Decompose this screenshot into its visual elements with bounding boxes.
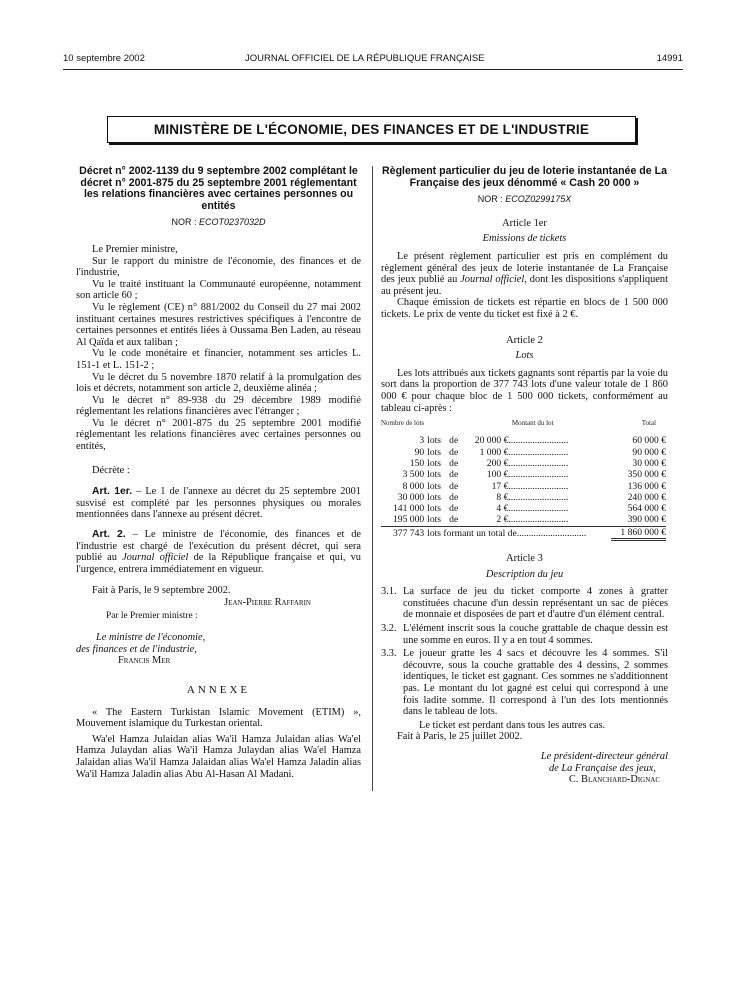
item-text: La surface de jeu du ticket comporte 4 zones à gratter constituées chacune d'un dessin représentant un sac de pièces de monnaie et disposées de part et d'autre d'un élément central.: [403, 586, 668, 621]
annexe-entry-2: Wa'el Hamza Julaidan alias Wa'il Hamza Julaidan alias Wa'el Hamza Julaydan alias Wa'il Hamza Julaydan alias Wa'el Hamza Jalaidan alias Wa'il Hamza Jalaidan alias Wa'el Hamza Jaladin alias Wa'il Hamza Jaladin alias Abu Al-Hasan Al Madani.: [76, 733, 361, 780]
de-word: de: [449, 435, 459, 447]
annexe-heading: ANNEXE: [186, 683, 251, 696]
signature-line-1: Le président-directeur général: [540, 750, 668, 762]
lot-count: 150: [409, 457, 425, 469]
lot-amount: 17: [491, 480, 502, 492]
lot-count: 30 000: [397, 491, 425, 503]
decree-title: Décret n° 2002-1139 du 9 septembre 2002 complétant le décret n° 2001-875 du 25 septembre 2001 réglementant les relations financières avec certaines personnes ou entités: [79, 165, 358, 212]
article-1-subheading: Emissions de tickets: [482, 233, 567, 245]
lots-row: [381, 514, 666, 526]
total-text: lots formant un total de: [427, 527, 517, 539]
minister-line-2: des finances et de l'industrie,: [76, 643, 197, 655]
lot-total: 30 000 €: [632, 457, 666, 469]
lot-amount-cell: 200 €.........................: [463, 458, 611, 469]
article-1-text: – Le 1 de l'annexe au décret du 25 septembre 2001 susvisé est complété par les personnes physiques ou morales mentionnées dans l'annexe au présent décret.: [76, 486, 361, 521]
lot-amount: 8: [496, 491, 502, 503]
euro-sign: €: [503, 435, 509, 447]
right-column: [381, 166, 668, 786]
item-number: 3.1.: [381, 586, 397, 598]
de-word: de: [449, 457, 459, 469]
article-3-loss: Le ticket est perdant dans tous les autres cas.: [419, 719, 606, 731]
euro-sign: €: [503, 469, 509, 481]
lot-count: 195 000: [392, 514, 425, 526]
article-1-para-2: Chaque émission de tickets est répartie en blocs de 1 500 000 tickets. Le prix de vente du ticket est fixé à 2 €.: [381, 297, 668, 320]
lots-word: lots: [427, 457, 442, 469]
minister-line-1: Le ministre de l'économie,: [96, 632, 206, 644]
lot-amount-cell: 1 000 €.........................: [463, 447, 611, 458]
left-column: [76, 166, 361, 780]
lots-table: [381, 418, 666, 541]
lot-amount-cell: 20 000 €.........................: [463, 435, 611, 446]
article-3-heading: Article 3: [506, 553, 543, 565]
lots-row: [381, 492, 666, 503]
a1-p1-a: Le présent règlement particulier est pris en complément du règlement général des jeux de loterie instantanée de La Française des jeux publié au: [381, 250, 668, 286]
annexe-entry-1: « The Eastern Turkistan Islamic Movement (ETIM) », Mouvement islamique du Turkestan oriental.: [76, 706, 361, 730]
decree-par: Par le Premier ministre :: [106, 610, 198, 621]
decree-fait: Fait à Paris, le 9 septembre 2002.: [92, 585, 231, 597]
euro-sign: €: [503, 457, 509, 469]
item-text: L'élément inscrit sous la couche grattable de chaque dessin est une somme en euros. Il y a en tout 4 sommes.: [403, 623, 668, 646]
article-3-item: [381, 623, 668, 646]
article-3-item: [381, 586, 668, 621]
lot-amount-cell: 17 €.........................: [463, 481, 611, 492]
article-1-label: Art. 1er.: [92, 486, 133, 498]
lot-total: 390 000 €: [627, 514, 666, 526]
article-3-item: [381, 648, 668, 718]
nor-label: NOR :: [477, 194, 503, 205]
lots-row: [381, 435, 666, 446]
a1-journal: Journal officiel: [460, 274, 525, 286]
lot-amount: 200: [486, 457, 502, 469]
decree-preamble-8: Vu le décret n° 2001-875 du 25 septembre 2001 modifié réglementant les relations financières avec certaines personnes ou entités,: [76, 417, 361, 453]
lot-amount-cell: 8 €.........................: [463, 492, 611, 503]
item-number: 3.3.: [381, 648, 397, 660]
article-2-subheading: Lots: [515, 350, 534, 362]
nor-code: ECOT0237032D: [198, 217, 266, 228]
lot-count: 3: [419, 435, 425, 447]
de-word: de: [449, 514, 459, 526]
lot-amount-cell: 2 €.........................: [463, 514, 611, 526]
a1-p1-b: , dont les dispositions s'appliquent au présent jeu.: [381, 274, 668, 297]
header-page-number: 14991: [656, 53, 683, 64]
euro-sign: €: [503, 491, 509, 503]
total-count: 377 743: [381, 526, 424, 539]
nor-label: NOR :: [171, 217, 197, 228]
lot-amount-cell: 100 €.........................: [463, 469, 611, 480]
de-word: de: [449, 480, 459, 492]
article-1-para-1: [381, 251, 668, 297]
lot-total: 136 000 €: [627, 480, 666, 492]
de-word: de: [449, 503, 459, 515]
lot-count: 3 500: [402, 469, 425, 481]
article-2-label: Art. 2.: [92, 529, 126, 541]
lot-amount: 1 000: [479, 446, 502, 458]
euro-sign: €: [503, 514, 509, 526]
minister-name: Francis Mer: [118, 655, 171, 667]
decree-preamble-6: Vu le décret du 5 novembre 1870 relatif à la promulgation des lois et décrets, notamment son article 2, deuxième alinéa ;: [76, 371, 361, 395]
page-header: [63, 53, 683, 67]
lot-amount: 4: [496, 503, 502, 515]
lot-count: 8 000: [402, 480, 425, 492]
lot-total: 90 000 €: [632, 446, 666, 458]
euro-sign: €: [503, 446, 509, 458]
lot-count: 90: [414, 446, 425, 458]
article-1: [76, 486, 361, 521]
total-text-cell: lots formant un total de.............................: [424, 526, 611, 539]
signature-line-2: de La Française des jeux,: [548, 762, 656, 774]
lots-word: lots: [427, 503, 442, 515]
decree-preamble-7: Vu le décret n° 89-938 du 29 décembre 1989 modifié réglementant les relations financières avec l'étranger ;: [76, 394, 361, 418]
reglement-nor: [381, 194, 668, 206]
item-text: Le joueur gratte les 4 sacs et découvre les 4 sommes. S'il découvre, sous la couche grattable des 4 dessins, 2 sommes identiques, le ticket est gagnant. Ces sommes ne s'additionnent pas. Le montant du lot gagné est celui qui correspond à une fois ladite somme. Il correspond à l'un des lots mentionnés dans le tableau de lots.: [403, 648, 668, 718]
article-2-para-1: Les lots attribués aux tickets gagnants sont répartis par la voie du sort dans la proportion de 377 743 lots d'une valeur totale de 1 860 000 € pour chaque bloc de 1 500 000 tickets, conformément au tableau ci-après :: [381, 367, 668, 414]
lots-table-header: [381, 418, 666, 429]
article-3-items: [381, 586, 668, 718]
reglement-fait: Fait à Paris, le 25 juillet 2002.: [397, 731, 523, 743]
euro-sign: €: [503, 503, 509, 515]
lots-row: [381, 469, 666, 480]
de-word: de: [449, 469, 459, 481]
ministry-banner: MINISTÈRE DE L'ÉCONOMIE, DES FINANCES ET DE L'INDUSTRIE: [107, 116, 636, 143]
header-date: 10 septembre 2002: [63, 53, 145, 64]
lots-word: lots: [427, 446, 442, 458]
decree-preamble-4: Vu le règlement (CE) n° 881/2002 du Conseil du 27 mai 2002 instituant certaines mesures restrictives spécifiques à l'encontre de certaines personnes et entités liées à Oussama Ben Laden, au réseau Al Qaïda et aux taliban ;: [76, 301, 361, 348]
decree-signer: Jean-Pierre Raffarin: [224, 597, 311, 608]
lots-row: [381, 503, 666, 514]
header-total: Total: [641, 419, 656, 428]
lot-total: 350 000 €: [627, 469, 666, 481]
header-amount: Montant du lot: [511, 419, 554, 428]
lots-word: lots: [427, 435, 442, 447]
header-count: Nombre de lots: [381, 419, 425, 428]
article-2-text-b: de la République française et qui, vu l'urgence, entrera immédiatement en vigueur.: [76, 552, 361, 575]
column-divider: [372, 166, 373, 791]
lots-row: [381, 481, 666, 492]
lot-total: 60 000 €: [632, 435, 666, 447]
euro-sign: €: [503, 480, 509, 492]
de-word: de: [449, 491, 459, 503]
article-2-journal: Journal officiel: [122, 552, 189, 564]
lot-count: 141 000: [392, 503, 425, 515]
article-3-subheading: Description du jeu: [485, 568, 564, 580]
reglement-title: Règlement particulier du jeu de loterie instantanée de La Française des jeux dénommé « Cash 20 000 »: [382, 165, 667, 189]
lots-word: lots: [427, 469, 442, 481]
decree-preamble-2: Sur le rapport du ministre de l'économie, des finances et de l'industrie,: [76, 255, 361, 279]
lot-amount: 100: [486, 469, 502, 481]
lot-total: 564 000 €: [627, 503, 666, 515]
article-2: [76, 529, 361, 575]
article-1-heading: Article 1er: [502, 217, 547, 229]
lots-table-body: [381, 435, 666, 526]
header-rule: [63, 69, 683, 70]
article-2-heading: Article 2: [506, 334, 543, 346]
lots-word: lots: [427, 491, 442, 503]
nor-code: ECOZ0299175X: [505, 194, 572, 205]
lots-word: lots: [427, 514, 442, 526]
lots-row: [381, 458, 666, 469]
decree-preamble-3: Vu le traité instituant la Communauté européenne, notamment son article 60 ;: [76, 278, 361, 302]
header-journal-title: JOURNAL OFFICIEL DE LA RÉPUBLIQUE FRANÇAISE: [245, 53, 485, 64]
item-number: 3.2.: [381, 623, 397, 635]
lots-word: lots: [427, 480, 442, 492]
lot-amount-cell: 4 €.........................: [463, 503, 611, 514]
lot-amount: 20 000: [474, 435, 502, 447]
de-word: de: [449, 446, 459, 458]
total-value: 1 860 000 €: [611, 526, 666, 539]
lot-amount: 2: [496, 514, 502, 526]
decree-preamble-1: Le Premier ministre,: [92, 243, 178, 255]
lots-row: [381, 447, 666, 458]
lots-total-row: [381, 526, 666, 539]
article-2-text-a: – Le ministre de l'économie, des finances et de l'industrie est chargé de l'exécution du présent décret, qui sera publié au: [76, 529, 361, 564]
lot-total: 240 000 €: [627, 491, 666, 503]
decree-preamble-5: Vu le code monétaire et financier, notamment ses articles L. 151-1 et L. 151-2 ;: [76, 348, 361, 371]
decree-nor: [76, 217, 361, 229]
decree-decrete: Décrète :: [92, 464, 130, 476]
signature-name: C. Blanchard-Dignac: [568, 774, 660, 786]
